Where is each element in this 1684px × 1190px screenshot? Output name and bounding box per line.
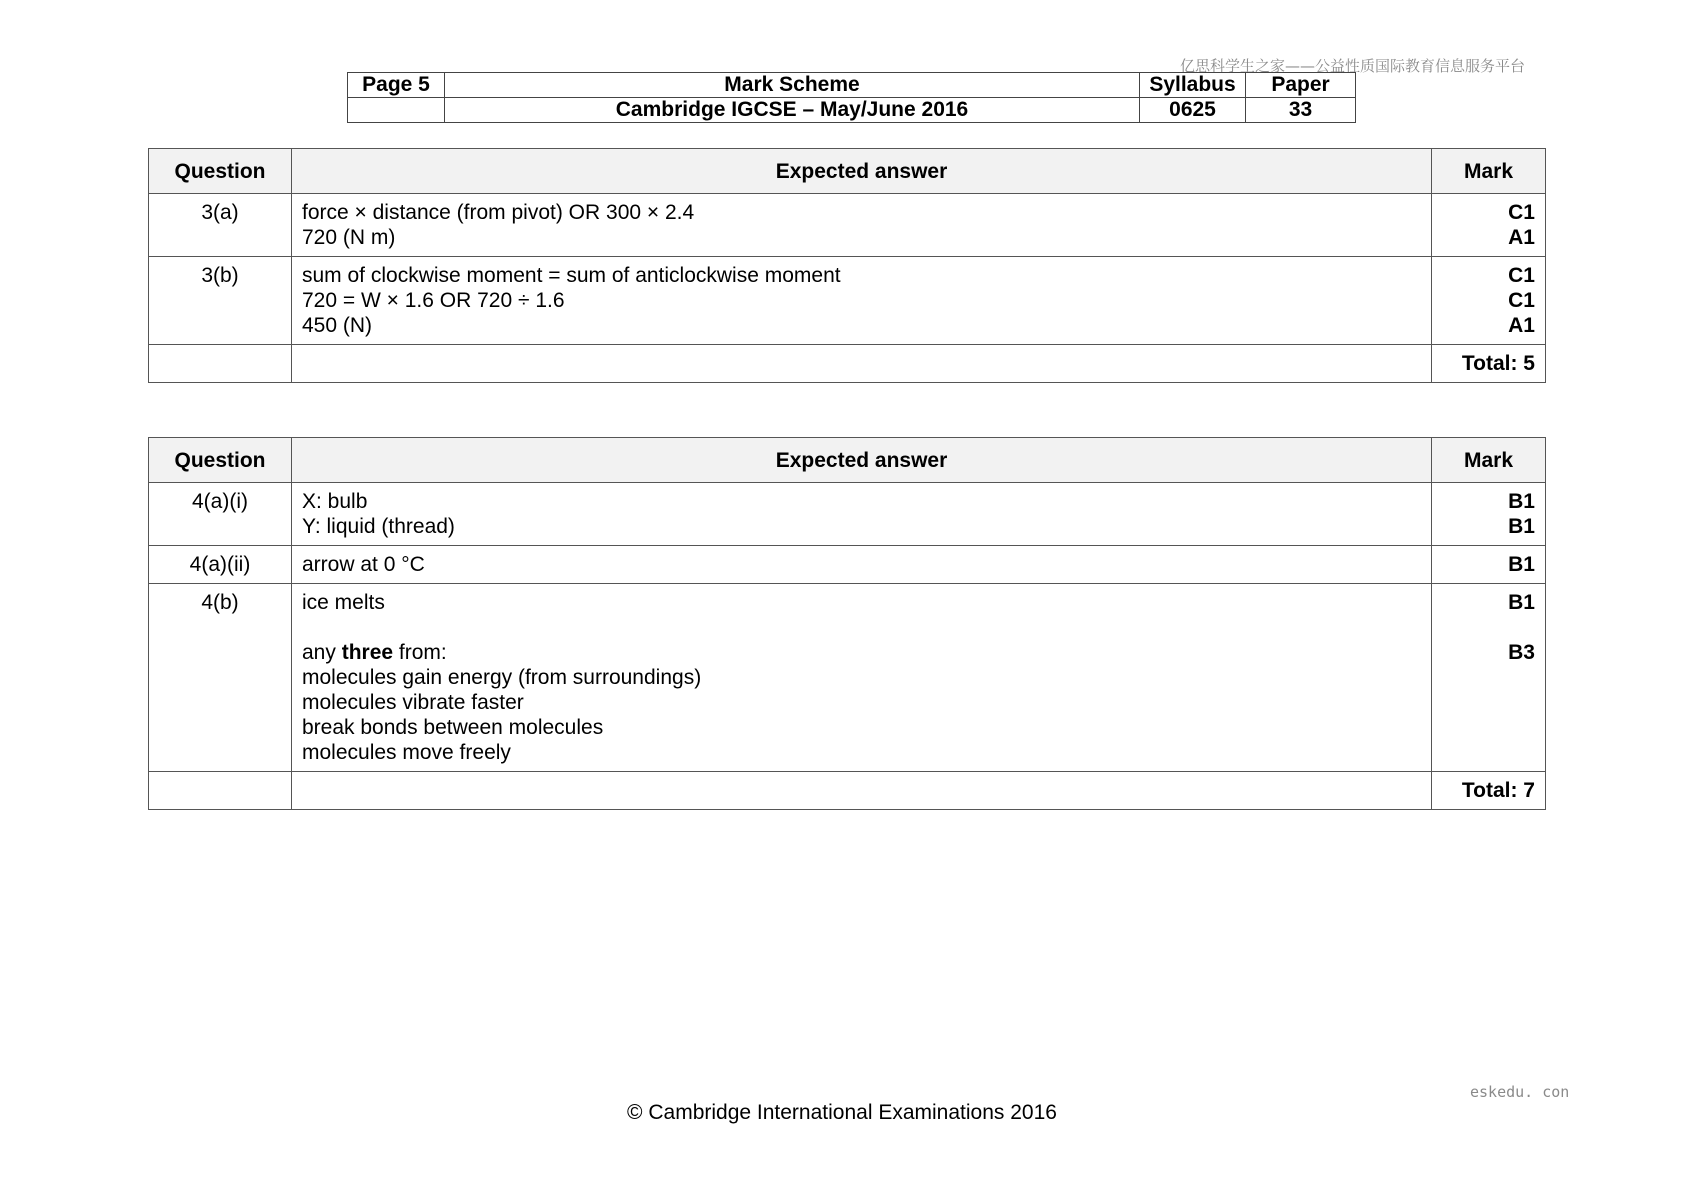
column-question: Question xyxy=(149,149,292,194)
copyright-footer: © Cambridge International Examinations 2016 xyxy=(627,1101,1057,1124)
table-row xyxy=(149,546,1546,584)
page-header-table xyxy=(347,72,1356,123)
syllabus-code: 0625 xyxy=(1140,98,1246,123)
total-row xyxy=(149,772,1546,810)
answer-cell xyxy=(292,546,1432,584)
answer-cell xyxy=(292,584,1432,772)
answer-line: 450 (N) xyxy=(302,314,373,337)
mark-cell xyxy=(1432,584,1546,772)
total-value: Total: 5 xyxy=(1432,345,1546,383)
column-answer: Expected answer xyxy=(292,438,1432,483)
column-question: Question xyxy=(149,438,292,483)
column-answer: Expected answer xyxy=(292,149,1432,194)
table-row xyxy=(149,483,1546,546)
mark-value: A1 xyxy=(1508,314,1535,337)
any-pre: any xyxy=(302,641,342,664)
total-value: Total: 7 xyxy=(1432,772,1546,810)
mark-cell xyxy=(1432,546,1546,584)
mark-cell xyxy=(1432,483,1546,546)
mark-table-q3 xyxy=(148,148,1546,383)
answer-line: sum of clockwise moment = sum of anticlockwise moment xyxy=(302,264,841,287)
paper-label: Paper xyxy=(1246,73,1356,98)
empty-cell xyxy=(149,345,292,383)
answer-line: arrow at 0 °C xyxy=(302,553,425,576)
exam-name: Cambridge IGCSE – May/June 2016 xyxy=(445,98,1140,123)
empty-cell xyxy=(149,772,292,810)
answer-point: molecules move freely xyxy=(302,741,511,764)
mark-value: A1 xyxy=(1508,226,1535,249)
mark-table-q4 xyxy=(148,437,1546,810)
mark-value: C1 xyxy=(1508,201,1535,224)
answer-line: ice melts xyxy=(302,591,385,614)
question-number: 4(a)(i) xyxy=(149,483,292,546)
spacer xyxy=(1442,615,1535,640)
page-label: Page 5 xyxy=(348,73,445,98)
column-mark: Mark xyxy=(1432,149,1546,194)
any-post: from: xyxy=(393,641,447,664)
empty-cell xyxy=(292,345,1432,383)
answer-cell xyxy=(292,194,1432,257)
answer-point: break bonds between molecules xyxy=(302,716,604,739)
question-number: 4(a)(ii) xyxy=(149,546,292,584)
answer-point: molecules gain energy (from surroundings) xyxy=(302,666,702,689)
any-bold: three xyxy=(341,641,394,664)
syllabus-label: Syllabus xyxy=(1140,73,1246,98)
mark-value: B1 xyxy=(1508,591,1535,614)
doc-title: Mark Scheme xyxy=(445,73,1140,98)
page-label-empty xyxy=(348,98,445,123)
answer-line: 720 = W × 1.6 OR 720 ÷ 1.6 xyxy=(302,289,565,312)
answer-line: 720 (N m) xyxy=(302,226,396,249)
answer-point: molecules vibrate faster xyxy=(302,691,524,714)
total-row xyxy=(149,345,1546,383)
mark-value: C1 xyxy=(1508,289,1535,312)
mark-cell xyxy=(1432,257,1546,345)
column-mark: Mark xyxy=(1432,438,1546,483)
table-row xyxy=(149,584,1546,772)
mark-value: C1 xyxy=(1508,264,1535,287)
answer-line: force × distance (from pivot) OR 300 × 2.4 xyxy=(302,201,695,224)
answer-line: Y: liquid (thread) xyxy=(302,515,455,538)
question-number: 3(b) xyxy=(149,257,292,345)
answer-line xyxy=(302,640,1421,665)
watermark-top: 亿思科学生之家——公益性质国际教育信息服务平台 xyxy=(1180,57,1526,75)
mark-value: B3 xyxy=(1508,641,1535,664)
question-number: 3(a) xyxy=(149,194,292,257)
empty-cell xyxy=(292,772,1432,810)
mark-value: B1 xyxy=(1508,553,1535,576)
spacer xyxy=(302,615,1421,640)
answer-cell xyxy=(292,257,1432,345)
mark-cell xyxy=(1432,194,1546,257)
paper-number: 33 xyxy=(1246,98,1356,123)
watermark-bottom: eskedu. con xyxy=(1470,1083,1570,1101)
mark-value: B1 xyxy=(1508,490,1535,513)
table-row xyxy=(149,257,1546,345)
table-row xyxy=(149,194,1546,257)
question-number: 4(b) xyxy=(149,584,292,772)
answer-cell xyxy=(292,483,1432,546)
mark-value: B1 xyxy=(1508,515,1535,538)
answer-line: X: bulb xyxy=(302,490,368,513)
